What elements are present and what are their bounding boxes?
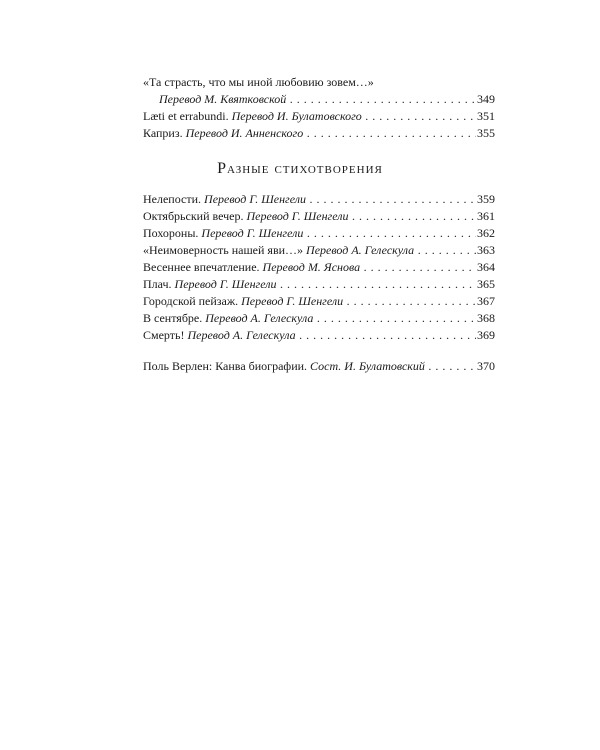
toc-entry-page: 349 xyxy=(477,92,495,106)
section-heading: Разные стихотворения xyxy=(217,160,383,177)
toc-top-block xyxy=(143,74,495,142)
toc-entry xyxy=(143,259,495,276)
toc-entry-title: «Неимоверность нашей яви…» xyxy=(143,243,307,257)
toc-entry xyxy=(143,125,495,142)
toc-entry-translator: Перевод А. Гелескула xyxy=(306,243,415,257)
toc-entry-page: 370 xyxy=(477,359,495,373)
toc-final-block xyxy=(143,358,495,375)
toc-entry-translator: Перевод Г. Шенгели xyxy=(204,192,306,206)
toc-entry-page: 351 xyxy=(477,109,495,123)
toc-entry xyxy=(143,208,495,225)
toc-entry-title: Смерть! xyxy=(143,328,188,342)
toc-entry-title: Весеннее впечатление. xyxy=(143,260,263,274)
toc-entry xyxy=(143,91,495,108)
toc-entry-page: 369 xyxy=(477,328,495,342)
toc-entry-title: Похороны. xyxy=(143,226,202,240)
toc-entry xyxy=(143,225,495,242)
toc-entry xyxy=(143,276,495,293)
toc-entry-page: 364 xyxy=(477,260,495,274)
toc-entry-translator: Перевод И. Булатовского xyxy=(231,109,362,123)
toc-section-block xyxy=(143,191,495,344)
toc-entry xyxy=(143,293,495,310)
toc-entry-title: Плач. xyxy=(143,277,175,291)
toc-entry-translator: Перевод М. Квятковской xyxy=(159,92,287,106)
toc-entry-page: 359 xyxy=(477,192,495,206)
toc-entry-translator: Перевод Г. Шенгели xyxy=(174,277,277,291)
toc-entry-title: Нелепости. xyxy=(143,192,205,206)
toc-entry xyxy=(143,191,495,208)
toc-entry xyxy=(143,358,495,375)
toc-entry-title: Каприз. xyxy=(143,126,186,140)
toc-entry-title: Городской пейзаж. xyxy=(143,294,242,308)
toc-entry-title: В сентябре. xyxy=(143,311,206,325)
toc-entry xyxy=(143,242,495,259)
toc-entry-page: 362 xyxy=(477,226,495,240)
toc-entry-translator: Перевод И. Анненского xyxy=(185,126,304,140)
toc-entry-page: 365 xyxy=(477,277,495,291)
toc-entry-page: 363 xyxy=(477,243,495,257)
toc-entry xyxy=(143,327,495,344)
toc-entry-title: Læti et errabundi. xyxy=(143,109,232,123)
toc-entry-translator: Перевод Г. Шенгели xyxy=(246,209,349,223)
toc-entry-translator: Перевод Г. Шенгели xyxy=(201,226,304,240)
toc-entry-page: 355 xyxy=(477,126,495,140)
toc-entry xyxy=(143,310,495,327)
toc-entry-title-only xyxy=(143,74,495,91)
toc-entry-page: 368 xyxy=(477,311,495,325)
toc-entry-title: Поль Верлен: Канва биографии. xyxy=(143,359,311,373)
toc-entry-title: «Та страсть, что мы иной любовию зовем…» xyxy=(143,75,374,89)
toc-entry-translator: Перевод Г. Шенгели xyxy=(241,294,344,308)
toc-entry-translator: Перевод М. Яснова xyxy=(262,260,361,274)
toc-entry xyxy=(143,108,495,125)
toc-entry-title: Октябрьский вечер. xyxy=(143,209,247,223)
toc-entry-translator: Перевод А. Гелескула xyxy=(205,311,314,325)
toc-entry-page: 361 xyxy=(477,209,495,223)
toc-entry-page: 367 xyxy=(477,294,495,308)
toc-entry-translator: Сост. И. Булатовский xyxy=(310,359,425,373)
toc-entry-translator: Перевод А. Гелескула xyxy=(187,328,296,342)
